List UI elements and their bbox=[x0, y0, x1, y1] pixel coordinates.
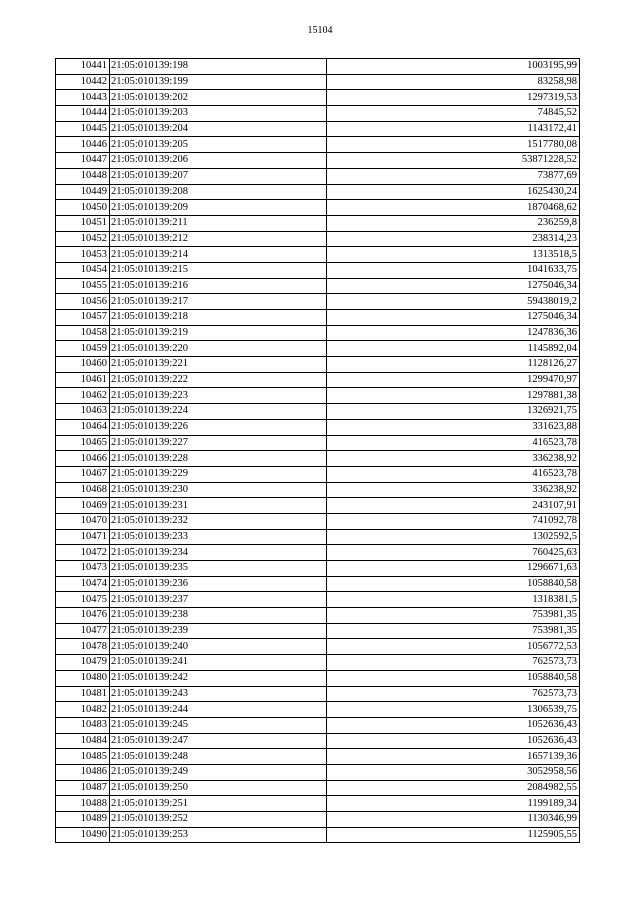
table-row bbox=[56, 670, 580, 686]
cadastral-value-cell: 1052636,43 bbox=[327, 717, 580, 733]
cadastral-number-cell: 21:05:010139:223 bbox=[110, 388, 327, 404]
table-row bbox=[56, 215, 580, 231]
cadastral-value-cell: 336238,92 bbox=[327, 482, 580, 498]
row-number-cell: 10460 bbox=[56, 357, 110, 373]
cadastral-value-cell: 416523,78 bbox=[327, 435, 580, 451]
row-number-cell: 10490 bbox=[56, 827, 110, 843]
row-number-cell: 10446 bbox=[56, 137, 110, 153]
cadastral-value-cell: 1299470,97 bbox=[327, 372, 580, 388]
row-number-cell: 10467 bbox=[56, 466, 110, 482]
row-number-cell: 10465 bbox=[56, 435, 110, 451]
row-number-cell: 10458 bbox=[56, 325, 110, 341]
row-number-cell: 10470 bbox=[56, 513, 110, 529]
cadastral-number-cell: 21:05:010139:226 bbox=[110, 419, 327, 435]
table-row bbox=[56, 247, 580, 263]
cadastral-value-cell: 1058840,58 bbox=[327, 576, 580, 592]
cadastral-value-cell: 3052958,56 bbox=[327, 764, 580, 780]
table-row bbox=[56, 608, 580, 624]
cadastral-number-cell: 21:05:010139:240 bbox=[110, 639, 327, 655]
row-number-cell: 10453 bbox=[56, 247, 110, 263]
row-number-cell: 10485 bbox=[56, 749, 110, 765]
table-row bbox=[56, 404, 580, 420]
table-row bbox=[56, 278, 580, 294]
cadastral-value-cell: 1056772,53 bbox=[327, 639, 580, 655]
table-row bbox=[56, 545, 580, 561]
cadastral-number-cell: 21:05:010139:219 bbox=[110, 325, 327, 341]
cadastral-number-cell: 21:05:010139:209 bbox=[110, 200, 327, 216]
row-number-cell: 10471 bbox=[56, 529, 110, 545]
row-number-cell: 10468 bbox=[56, 482, 110, 498]
row-number-cell: 10442 bbox=[56, 74, 110, 90]
cadastral-value-cell: 1125905,55 bbox=[327, 827, 580, 843]
cadastral-value-cell: 1517780,08 bbox=[327, 137, 580, 153]
cadastral-number-cell: 21:05:010139:245 bbox=[110, 717, 327, 733]
cadastral-number-cell: 21:05:010139:198 bbox=[110, 59, 327, 75]
cadastral-number-cell: 21:05:010139:227 bbox=[110, 435, 327, 451]
cadastral-number-cell: 21:05:010139:204 bbox=[110, 121, 327, 137]
row-number-cell: 10473 bbox=[56, 561, 110, 577]
cadastral-number-cell: 21:05:010139:216 bbox=[110, 278, 327, 294]
row-number-cell: 10448 bbox=[56, 168, 110, 184]
row-number-cell: 10443 bbox=[56, 90, 110, 106]
table-row bbox=[56, 561, 580, 577]
table-row bbox=[56, 325, 580, 341]
table-row bbox=[56, 357, 580, 373]
cadastral-value-cell: 1130346,99 bbox=[327, 812, 580, 828]
page-number: 15104 bbox=[307, 25, 333, 36]
cadastral-number-cell: 21:05:010139:218 bbox=[110, 310, 327, 326]
cadastral-value-cell: 83258,98 bbox=[327, 74, 580, 90]
row-number-cell: 10479 bbox=[56, 655, 110, 671]
table-row bbox=[56, 576, 580, 592]
table-row bbox=[56, 59, 580, 75]
row-number-cell: 10474 bbox=[56, 576, 110, 592]
row-number-cell: 10489 bbox=[56, 812, 110, 828]
table-row bbox=[56, 592, 580, 608]
table-row bbox=[56, 153, 580, 169]
table-row bbox=[56, 702, 580, 718]
table-row bbox=[56, 749, 580, 765]
cadastral-value-cell: 1326921,75 bbox=[327, 404, 580, 420]
cadastral-value-cell: 1302592,5 bbox=[327, 529, 580, 545]
row-number-cell: 10481 bbox=[56, 686, 110, 702]
cadastral-value-cell: 236259,8 bbox=[327, 215, 580, 231]
row-number-cell: 10484 bbox=[56, 733, 110, 749]
cadastral-value-cell: 1296671,63 bbox=[327, 561, 580, 577]
cadastral-number-cell: 21:05:010139:215 bbox=[110, 262, 327, 278]
row-number-cell: 10461 bbox=[56, 372, 110, 388]
cadastral-number-cell: 21:05:010139:239 bbox=[110, 623, 327, 639]
table-row bbox=[56, 419, 580, 435]
table-row bbox=[56, 827, 580, 843]
table-row bbox=[56, 513, 580, 529]
table-row bbox=[56, 106, 580, 122]
cadastral-number-cell: 21:05:010139:206 bbox=[110, 153, 327, 169]
cadastral-number-cell: 21:05:010139:235 bbox=[110, 561, 327, 577]
row-number-cell: 10457 bbox=[56, 310, 110, 326]
table-row bbox=[56, 812, 580, 828]
cadastral-number-cell: 21:05:010139:252 bbox=[110, 812, 327, 828]
row-number-cell: 10486 bbox=[56, 764, 110, 780]
cadastral-number-cell: 21:05:010139:238 bbox=[110, 608, 327, 624]
cadastral-value-cell: 1313518,5 bbox=[327, 247, 580, 263]
cadastral-value-cell: 243107,91 bbox=[327, 498, 580, 514]
cadastral-number-cell: 21:05:010139:202 bbox=[110, 90, 327, 106]
table-row bbox=[56, 137, 580, 153]
cadastral-number-cell: 21:05:010139:253 bbox=[110, 827, 327, 843]
row-number-cell: 10444 bbox=[56, 106, 110, 122]
cadastral-number-cell: 21:05:010139:199 bbox=[110, 74, 327, 90]
cadastral-number-cell: 21:05:010139:243 bbox=[110, 686, 327, 702]
table-row bbox=[56, 200, 580, 216]
table-row bbox=[56, 733, 580, 749]
table-row bbox=[56, 231, 580, 247]
cadastral-value-cell: 1143172,41 bbox=[327, 121, 580, 137]
table-row bbox=[56, 341, 580, 357]
cadastral-number-cell: 21:05:010139:230 bbox=[110, 482, 327, 498]
cadastral-value-cell: 1297881,38 bbox=[327, 388, 580, 404]
cadastral-number-cell: 21:05:010139:212 bbox=[110, 231, 327, 247]
cadastral-value-cell: 1058840,58 bbox=[327, 670, 580, 686]
table-row bbox=[56, 764, 580, 780]
cadastral-number-cell: 21:05:010139:207 bbox=[110, 168, 327, 184]
row-number-cell: 10476 bbox=[56, 608, 110, 624]
table-row bbox=[56, 74, 580, 90]
cadastral-number-cell: 21:05:010139:244 bbox=[110, 702, 327, 718]
table-row bbox=[56, 529, 580, 545]
table-row bbox=[56, 655, 580, 671]
cadastral-value-cell: 53871228,52 bbox=[327, 153, 580, 169]
cadastral-value-cell: 1870468,62 bbox=[327, 200, 580, 216]
row-number-cell: 10456 bbox=[56, 294, 110, 310]
cadastral-number-cell: 21:05:010139:229 bbox=[110, 466, 327, 482]
cadastral-number-cell: 21:05:010139:233 bbox=[110, 529, 327, 545]
table-row bbox=[56, 466, 580, 482]
cadastral-value-cell: 762573,73 bbox=[327, 655, 580, 671]
cadastral-value-cell: 238314,23 bbox=[327, 231, 580, 247]
table-row bbox=[56, 639, 580, 655]
row-number-cell: 10483 bbox=[56, 717, 110, 733]
cadastral-value-cell: 1275046,34 bbox=[327, 310, 580, 326]
row-number-cell: 10488 bbox=[56, 796, 110, 812]
table-row bbox=[56, 780, 580, 796]
row-number-cell: 10445 bbox=[56, 121, 110, 137]
table-row bbox=[56, 90, 580, 106]
row-number-cell: 10482 bbox=[56, 702, 110, 718]
cadastral-value-cell: 336238,92 bbox=[327, 451, 580, 467]
table-row bbox=[56, 435, 580, 451]
cadastral-value-cell: 753981,35 bbox=[327, 608, 580, 624]
table-row bbox=[56, 294, 580, 310]
cadastral-value-table bbox=[55, 58, 580, 843]
cadastral-number-cell: 21:05:010139:242 bbox=[110, 670, 327, 686]
table-row bbox=[56, 184, 580, 200]
row-number-cell: 10487 bbox=[56, 780, 110, 796]
cadastral-number-cell: 21:05:010139:231 bbox=[110, 498, 327, 514]
table-row bbox=[56, 121, 580, 137]
cadastral-value-cell: 59438019,2 bbox=[327, 294, 580, 310]
cadastral-number-cell: 21:05:010139:222 bbox=[110, 372, 327, 388]
row-number-cell: 10478 bbox=[56, 639, 110, 655]
cadastral-value-cell: 1318381,5 bbox=[327, 592, 580, 608]
row-number-cell: 10472 bbox=[56, 545, 110, 561]
cadastral-number-cell: 21:05:010139:203 bbox=[110, 106, 327, 122]
cadastral-value-cell: 1306539,75 bbox=[327, 702, 580, 718]
table-row bbox=[56, 168, 580, 184]
cadastral-value-cell: 1145892,04 bbox=[327, 341, 580, 357]
row-number-cell: 10454 bbox=[56, 262, 110, 278]
table-row bbox=[56, 388, 580, 404]
cadastral-number-cell: 21:05:010139:234 bbox=[110, 545, 327, 561]
cadastral-value-cell: 1625430,24 bbox=[327, 184, 580, 200]
row-number-cell: 10462 bbox=[56, 388, 110, 404]
row-number-cell: 10452 bbox=[56, 231, 110, 247]
cadastral-number-cell: 21:05:010139:220 bbox=[110, 341, 327, 357]
row-number-cell: 10477 bbox=[56, 623, 110, 639]
table-row bbox=[56, 498, 580, 514]
cadastral-value-cell: 416523,78 bbox=[327, 466, 580, 482]
cadastral-value-cell: 1052636,43 bbox=[327, 733, 580, 749]
cadastral-value-cell: 760425,63 bbox=[327, 545, 580, 561]
row-number-cell: 10441 bbox=[56, 59, 110, 75]
cadastral-value-cell: 1657139,36 bbox=[327, 749, 580, 765]
row-number-cell: 10463 bbox=[56, 404, 110, 420]
cadastral-value-cell: 1275046,34 bbox=[327, 278, 580, 294]
row-number-cell: 10469 bbox=[56, 498, 110, 514]
cadastral-value-cell: 1003195,99 bbox=[327, 59, 580, 75]
cadastral-number-cell: 21:05:010139:236 bbox=[110, 576, 327, 592]
cadastral-value-cell: 1041633,75 bbox=[327, 262, 580, 278]
row-number-cell: 10449 bbox=[56, 184, 110, 200]
cadastral-number-cell: 21:05:010139:251 bbox=[110, 796, 327, 812]
cadastral-number-cell: 21:05:010139:241 bbox=[110, 655, 327, 671]
cadastral-value-cell: 762573,73 bbox=[327, 686, 580, 702]
table-row bbox=[56, 372, 580, 388]
cadastral-number-cell: 21:05:010139:224 bbox=[110, 404, 327, 420]
table-row bbox=[56, 686, 580, 702]
cadastral-value-cell: 73877,69 bbox=[327, 168, 580, 184]
table-body bbox=[56, 59, 580, 843]
cadastral-number-cell: 21:05:010139:208 bbox=[110, 184, 327, 200]
cadastral-value-cell: 1199189,34 bbox=[327, 796, 580, 812]
row-number-cell: 10464 bbox=[56, 419, 110, 435]
cadastral-number-cell: 21:05:010139:250 bbox=[110, 780, 327, 796]
table-row bbox=[56, 796, 580, 812]
cadastral-number-cell: 21:05:010139:237 bbox=[110, 592, 327, 608]
cadastral-value-cell: 1297319,53 bbox=[327, 90, 580, 106]
cadastral-number-cell: 21:05:010139:214 bbox=[110, 247, 327, 263]
row-number-cell: 10459 bbox=[56, 341, 110, 357]
cadastral-value-cell: 2084982,55 bbox=[327, 780, 580, 796]
row-number-cell: 10466 bbox=[56, 451, 110, 467]
row-number-cell: 10451 bbox=[56, 215, 110, 231]
cadastral-number-cell: 21:05:010139:205 bbox=[110, 137, 327, 153]
cadastral-number-cell: 21:05:010139:247 bbox=[110, 733, 327, 749]
row-number-cell: 10450 bbox=[56, 200, 110, 216]
cadastral-value-cell: 74845,52 bbox=[327, 106, 580, 122]
row-number-cell: 10447 bbox=[56, 153, 110, 169]
table-row bbox=[56, 717, 580, 733]
table-row bbox=[56, 623, 580, 639]
cadastral-number-cell: 21:05:010139:217 bbox=[110, 294, 327, 310]
row-number-cell: 10475 bbox=[56, 592, 110, 608]
table-row bbox=[56, 310, 580, 326]
row-number-cell: 10480 bbox=[56, 670, 110, 686]
row-number-cell: 10455 bbox=[56, 278, 110, 294]
cadastral-value-cell: 753981,35 bbox=[327, 623, 580, 639]
cadastral-value-cell: 331623,88 bbox=[327, 419, 580, 435]
cadastral-number-cell: 21:05:010139:249 bbox=[110, 764, 327, 780]
cadastral-number-cell: 21:05:010139:221 bbox=[110, 357, 327, 373]
cadastral-value-cell: 1128126,27 bbox=[327, 357, 580, 373]
cadastral-number-cell: 21:05:010139:248 bbox=[110, 749, 327, 765]
table-row bbox=[56, 262, 580, 278]
cadastral-number-cell: 21:05:010139:211 bbox=[110, 215, 327, 231]
cadastral-number-cell: 21:05:010139:232 bbox=[110, 513, 327, 529]
cadastral-value-cell: 1247836,36 bbox=[327, 325, 580, 341]
table-row bbox=[56, 451, 580, 467]
table-row bbox=[56, 482, 580, 498]
cadastral-value-cell: 741092,78 bbox=[327, 513, 580, 529]
cadastral-number-cell: 21:05:010139:228 bbox=[110, 451, 327, 467]
